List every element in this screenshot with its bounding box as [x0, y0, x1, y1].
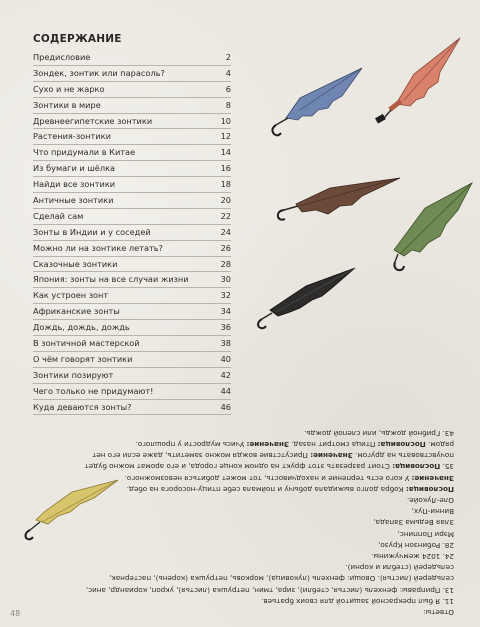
toc-item-label: Как устроен зонт — [33, 290, 109, 301]
answers-line: сельдерей (листья). Овощи: фенхель (луковица), морковь, петрушка (корень), пастернак, — [109, 574, 454, 584]
toc-item-label: Зонты в Индии и у соседей — [33, 226, 151, 237]
answers-last-line: 43. Грибной дождь, или слепой дождь. — [303, 428, 454, 438]
toc-item-page: 32 — [220, 290, 231, 301]
meaning-2-cont: рядом. Пословица: Птица смотрит назад. Значение: Учись мудрости у прошлого. — [135, 439, 454, 449]
toc-item-label: Предисловие — [33, 52, 91, 62]
toc-item-page: 8 — [225, 99, 231, 110]
toc-item-page: 10 — [220, 115, 231, 126]
black-umbrella-icon — [258, 268, 355, 328]
proverb-2-cont: почувствовать на другом. Значение: Присутствие вождя можно заметить, даже если его нет — [92, 451, 454, 461]
salmon-umbrella-icon — [375, 38, 460, 124]
brown-umbrella-icon — [278, 178, 400, 220]
answers-line: 24. 1024 жемчужины. — [371, 551, 454, 561]
toc-item-page: 34 — [220, 306, 231, 317]
answers-line: 28. Робинзон Крузо, — [378, 540, 454, 550]
toc-item-page: 44 — [220, 385, 231, 396]
toc-item-page: 14 — [220, 147, 231, 158]
toc-item-page: 24 — [220, 226, 231, 237]
toc-item-label: Что придумали в Китае — [33, 147, 136, 158]
answers-line: Мэри Поппинс, — [397, 529, 454, 539]
toc-item-page: 6 — [225, 83, 231, 94]
toc-item-label: Найди все зонтики — [33, 179, 116, 190]
toc-item-page: 18 — [220, 179, 231, 190]
answers-line: Оле-Лукойе. — [406, 495, 454, 505]
toc-item-label: Зондек, зонтик или парасоль? — [33, 67, 165, 78]
proverb-1: Пословица: Кобра долго выжидала добычу и поймала себе птицу-носорога на обед. — [126, 484, 454, 494]
toc-item-page: 20 — [220, 195, 231, 206]
answers-line: Винни-Пух, — [411, 507, 454, 517]
toc-item-label: Древнеегипетские зонтики — [33, 115, 153, 126]
toc-item-label: Зонтики в мире — [33, 99, 101, 110]
green-umbrella-icon — [394, 183, 472, 270]
toc-item-page: 40 — [220, 353, 231, 364]
toc-item-page: 22 — [220, 210, 231, 221]
answers-line: Злая Ведьма Запада, — [373, 518, 454, 528]
toc-item-label: Сказочные зонтики — [33, 258, 118, 269]
toc-item-page: 12 — [220, 131, 231, 142]
toc-item-label: Чего только не придумают! — [33, 385, 154, 396]
toc-item-page: 36 — [220, 322, 231, 333]
toc-item-page: 16 — [220, 163, 231, 174]
toc-item-page: 30 — [220, 274, 231, 285]
toc-item-label: Зонтики позируют — [33, 369, 114, 380]
toc-item-label: В зонтичной мастерской — [33, 338, 140, 349]
toc-item-label: Растения-зонтики — [33, 131, 111, 142]
meaning-1: Значение: У кого есть терпение и находчивость, тот может добиться невозможного. — [124, 473, 454, 483]
toc-item-label: Дождь, дождь, дождь — [33, 322, 130, 333]
toc-item-label: Сухо и не жарко — [33, 83, 105, 94]
toc-item-page: 46 — [220, 401, 231, 412]
toc-item-label: Япония: зонты на все случаи жизни — [33, 274, 189, 285]
toc-item-label: Африканские зонты — [33, 306, 120, 317]
toc-item-page: 4 — [225, 67, 231, 78]
toc-item-page: 38 — [220, 338, 231, 349]
page-number: 48 — [10, 609, 21, 618]
toc-item-label: Можно ли на зонтике летать? — [33, 242, 163, 253]
toc-item-label: Античные зонтики — [33, 195, 114, 206]
toc-item-label: Из бумаги и шёлка — [33, 163, 116, 174]
toc-item-label: Сделай сам — [33, 210, 84, 221]
proverb-2: 35. Пословица: Стоит разрезать этот фрукт на одном конце города, и его аромат можно будет — [84, 462, 454, 472]
toc-item-label: О чём говорят зонтики — [33, 353, 133, 364]
toc-item-page: 26 — [220, 242, 231, 253]
answers-line: 11. Я был прекрасной защитой для своих братьев. — [261, 596, 454, 606]
toc-item-page: 42 — [220, 369, 231, 380]
toc-item-label: Куда деваются зонты? — [33, 401, 132, 412]
answers-line: сельдерей (стебли и корни). — [345, 563, 454, 573]
answers-block — [14, 386, 454, 618]
answers-line: 13. Приправы: фенхель (листья, стебли), зира, тмин, петрушка (листья), укроп, кориандр, анис, — [85, 585, 454, 595]
toc-item-page: 28 — [220, 258, 231, 269]
blue-umbrella-icon — [272, 68, 362, 135]
answers-line: Ответы: — [423, 608, 454, 617]
toc-item-page: 2 — [225, 52, 231, 62]
toc-title: СОДЕРЖАНИЕ — [33, 33, 122, 45]
